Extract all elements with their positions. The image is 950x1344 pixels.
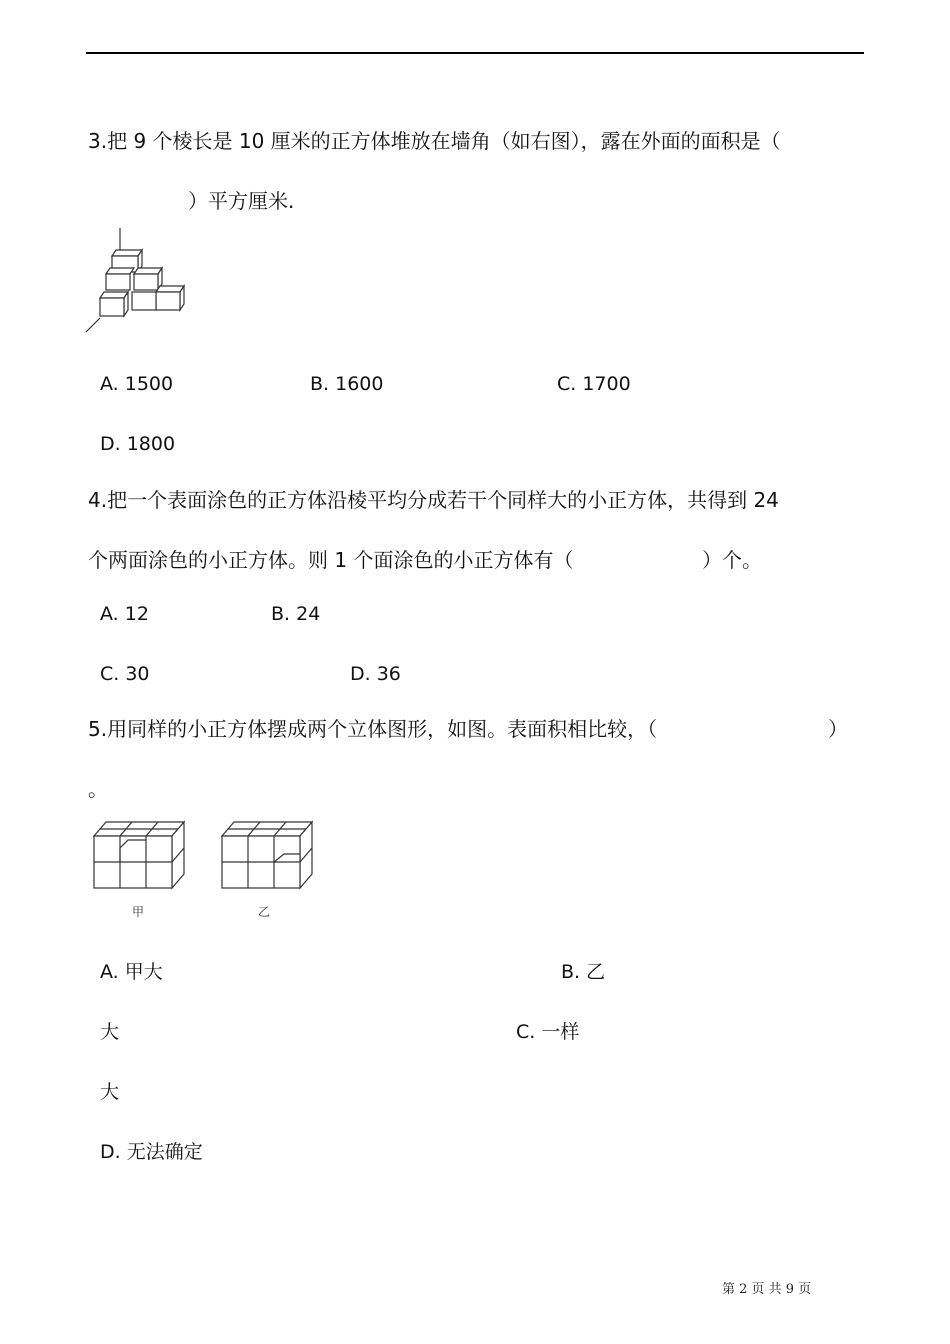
question-5-option-c-cont: 大 — [100, 1081, 120, 1103]
question-3-line1: 3.把 9 个棱长是 10 厘米的正方体堆放在墙角（如右图），露在外面的面积是（ — [88, 129, 781, 153]
question-5-option-b[interactable]: B. 乙 — [561, 961, 606, 983]
question-4-option-c[interactable]: C. 30 — [100, 663, 150, 685]
question-4-option-b[interactable]: B. 24 — [271, 603, 321, 625]
question-3-option-a[interactable]: A. 1500 — [100, 373, 174, 395]
question-5-figure-jia — [90, 818, 190, 922]
question-4-option-a[interactable]: A. 12 — [100, 603, 149, 625]
question-3-line2: ）平方厘米. — [188, 189, 295, 213]
question-3-option-b[interactable]: B. 1600 — [310, 373, 384, 395]
question-5-option-d[interactable]: D. 无法确定 — [100, 1141, 203, 1163]
question-3-cube-figure — [86, 228, 196, 338]
question-4-line2: 个两面涂色的小正方体。则 1 个面涂色的小正方体有（ — [88, 548, 574, 572]
question-4-line1: 4.把一个表面涂色的正方体沿棱平均分成若干个同样大的小正方体，共得到 24 — [88, 488, 779, 512]
header-rule — [86, 52, 864, 54]
page-footer: 第 2 页 共 9 页 — [722, 1282, 812, 1297]
question-5-option-a[interactable]: A. 甲大 — [100, 961, 163, 983]
figure-label-jia: 甲 — [132, 905, 145, 919]
question-4-line2-end: ）个。 — [702, 548, 762, 572]
question-5-option-b-cont: 大 — [100, 1021, 120, 1043]
figure-label-yi: 乙 — [258, 905, 271, 919]
question-5-line1-end: ） — [828, 717, 848, 741]
question-3-option-d[interactable]: D. 1800 — [100, 433, 176, 455]
question-3-option-c[interactable]: C. 1700 — [557, 373, 631, 395]
question-4-option-d[interactable]: D. 36 — [350, 663, 401, 685]
question-5-figure-yi — [218, 818, 318, 922]
question-5-line1: 5.用同样的小正方体摆成两个立体图形，如图。表面积相比较，（ — [88, 717, 658, 741]
question-5-line2: 。 — [88, 777, 108, 801]
question-5-option-c[interactable]: C. 一样 — [516, 1021, 580, 1043]
